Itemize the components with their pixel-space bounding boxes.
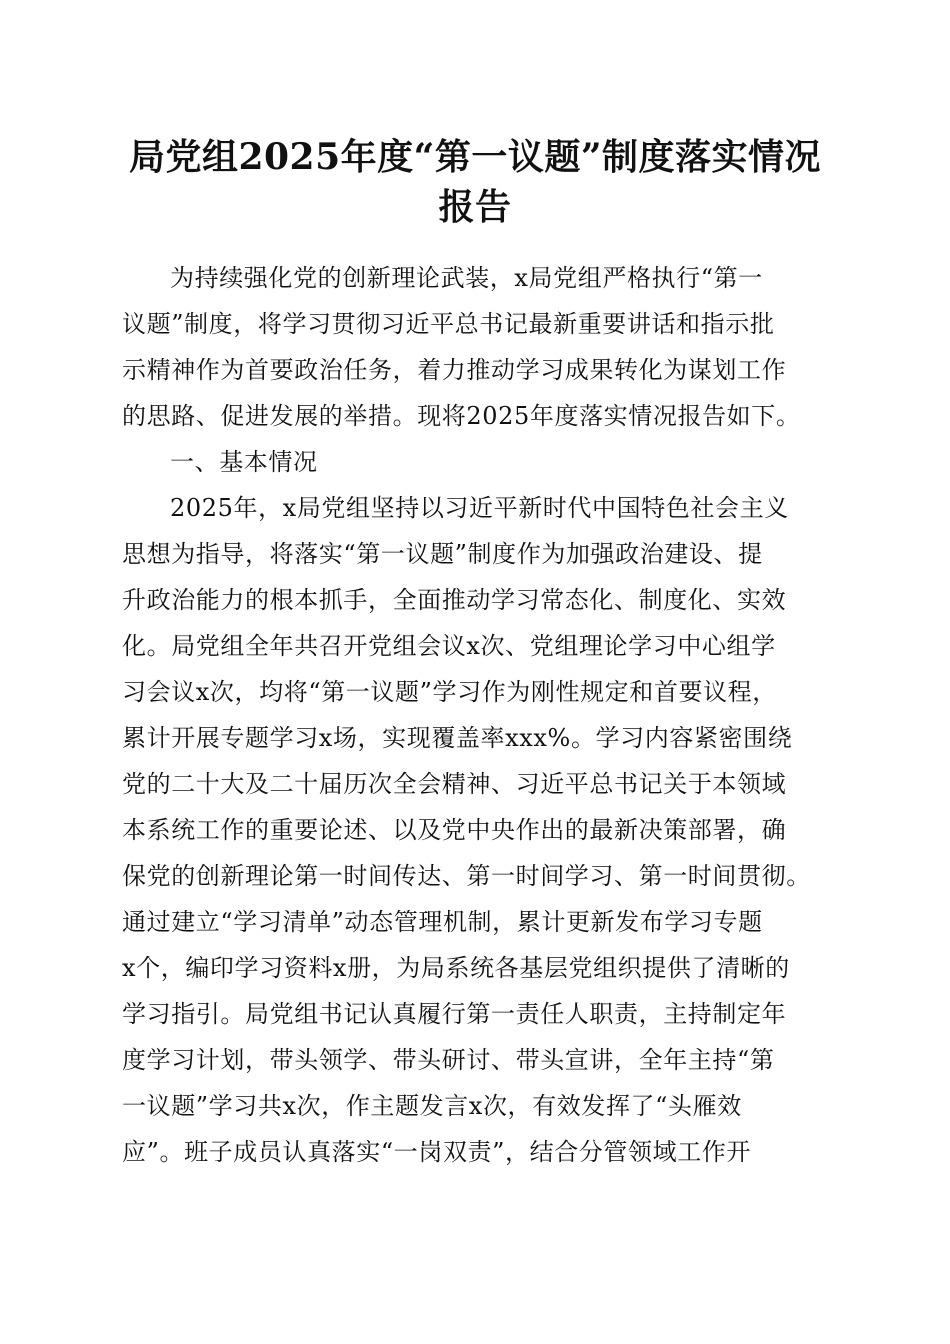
document-body xyxy=(122,255,828,1175)
title-line-2: 报告 xyxy=(438,186,512,228)
paragraph-line: 累计开展专题学习x场，实现覆盖率xxx%。学习内容紧密围绕 xyxy=(122,724,793,752)
paragraph-line: 本系统工作的重要论述、以及党中央作出的最新决策部署，确 xyxy=(122,816,787,844)
intro-paragraph xyxy=(122,255,828,439)
title-line-1: 局党组2025年度“第一议题”制度落实情况 xyxy=(128,136,822,178)
paragraph-line: 习会议x次，均将“第一议题”学习作为刚性规定和首要议程， xyxy=(122,678,777,706)
paragraph-line: 议题”制度，将学习贯彻习近平总书记最新重要讲话和指示批 xyxy=(122,310,775,338)
paragraph-line: 保党的创新理论第一时间传达、第一时间学习、第一时间贯彻。 xyxy=(122,862,811,890)
paragraph-line: 应”。班子成员认真落实“一岗双责”，结合分管领域工作开 xyxy=(122,1138,752,1166)
paragraph-line: 党的二十大及二十届历次全会精神、习近平总书记关于本领域 xyxy=(122,770,787,798)
document-title xyxy=(100,132,850,232)
paragraph-line: 思想为指导，将落实“第一议题”制度作为加强政治建设、提 xyxy=(122,540,763,568)
paragraph-line: 的思路、促进发展的举措。现将2025年度落实情况报告如下。 xyxy=(122,402,801,430)
section-heading: 一、基本情况 xyxy=(170,448,318,476)
paragraph-line: 度学习计划，带头领学、带头研讨、带头宣讲，全年主持“第 xyxy=(122,1046,775,1074)
paragraph-line: x个，编印学习资料x册，为局系统各基层党组织提供了清晰的 xyxy=(122,954,790,982)
paragraph-line: 学习指引。局党组书记认真履行第一责任人职责，主持制定年 xyxy=(122,1000,787,1028)
paragraph-line: 通过建立“学习清单”动态管理机制，累计更新发布学习专题 xyxy=(122,908,763,936)
section-paragraph xyxy=(122,485,828,1175)
paragraph-line: 一议题”学习共x次，作主题发言x次，有效发挥了“头雁效 xyxy=(122,1092,742,1120)
paragraph-line: 化。局党组全年共召开党组会议x次、党组理论学习中心组学 xyxy=(122,632,776,660)
paragraph-line: 升政治能力的根本抓手，全面推动学习常态化、制度化、实效 xyxy=(122,586,787,614)
paragraph-line: 为持续强化党的创新理论武装，x局党组严格执行“第一 xyxy=(170,264,763,292)
paragraph-line: 2025年，x局党组坚持以习近平新时代中国特色社会主义 xyxy=(170,494,789,522)
paragraph-line: 示精神作为首要政治任务，着力推动学习成果转化为谋划工作 xyxy=(122,356,787,384)
